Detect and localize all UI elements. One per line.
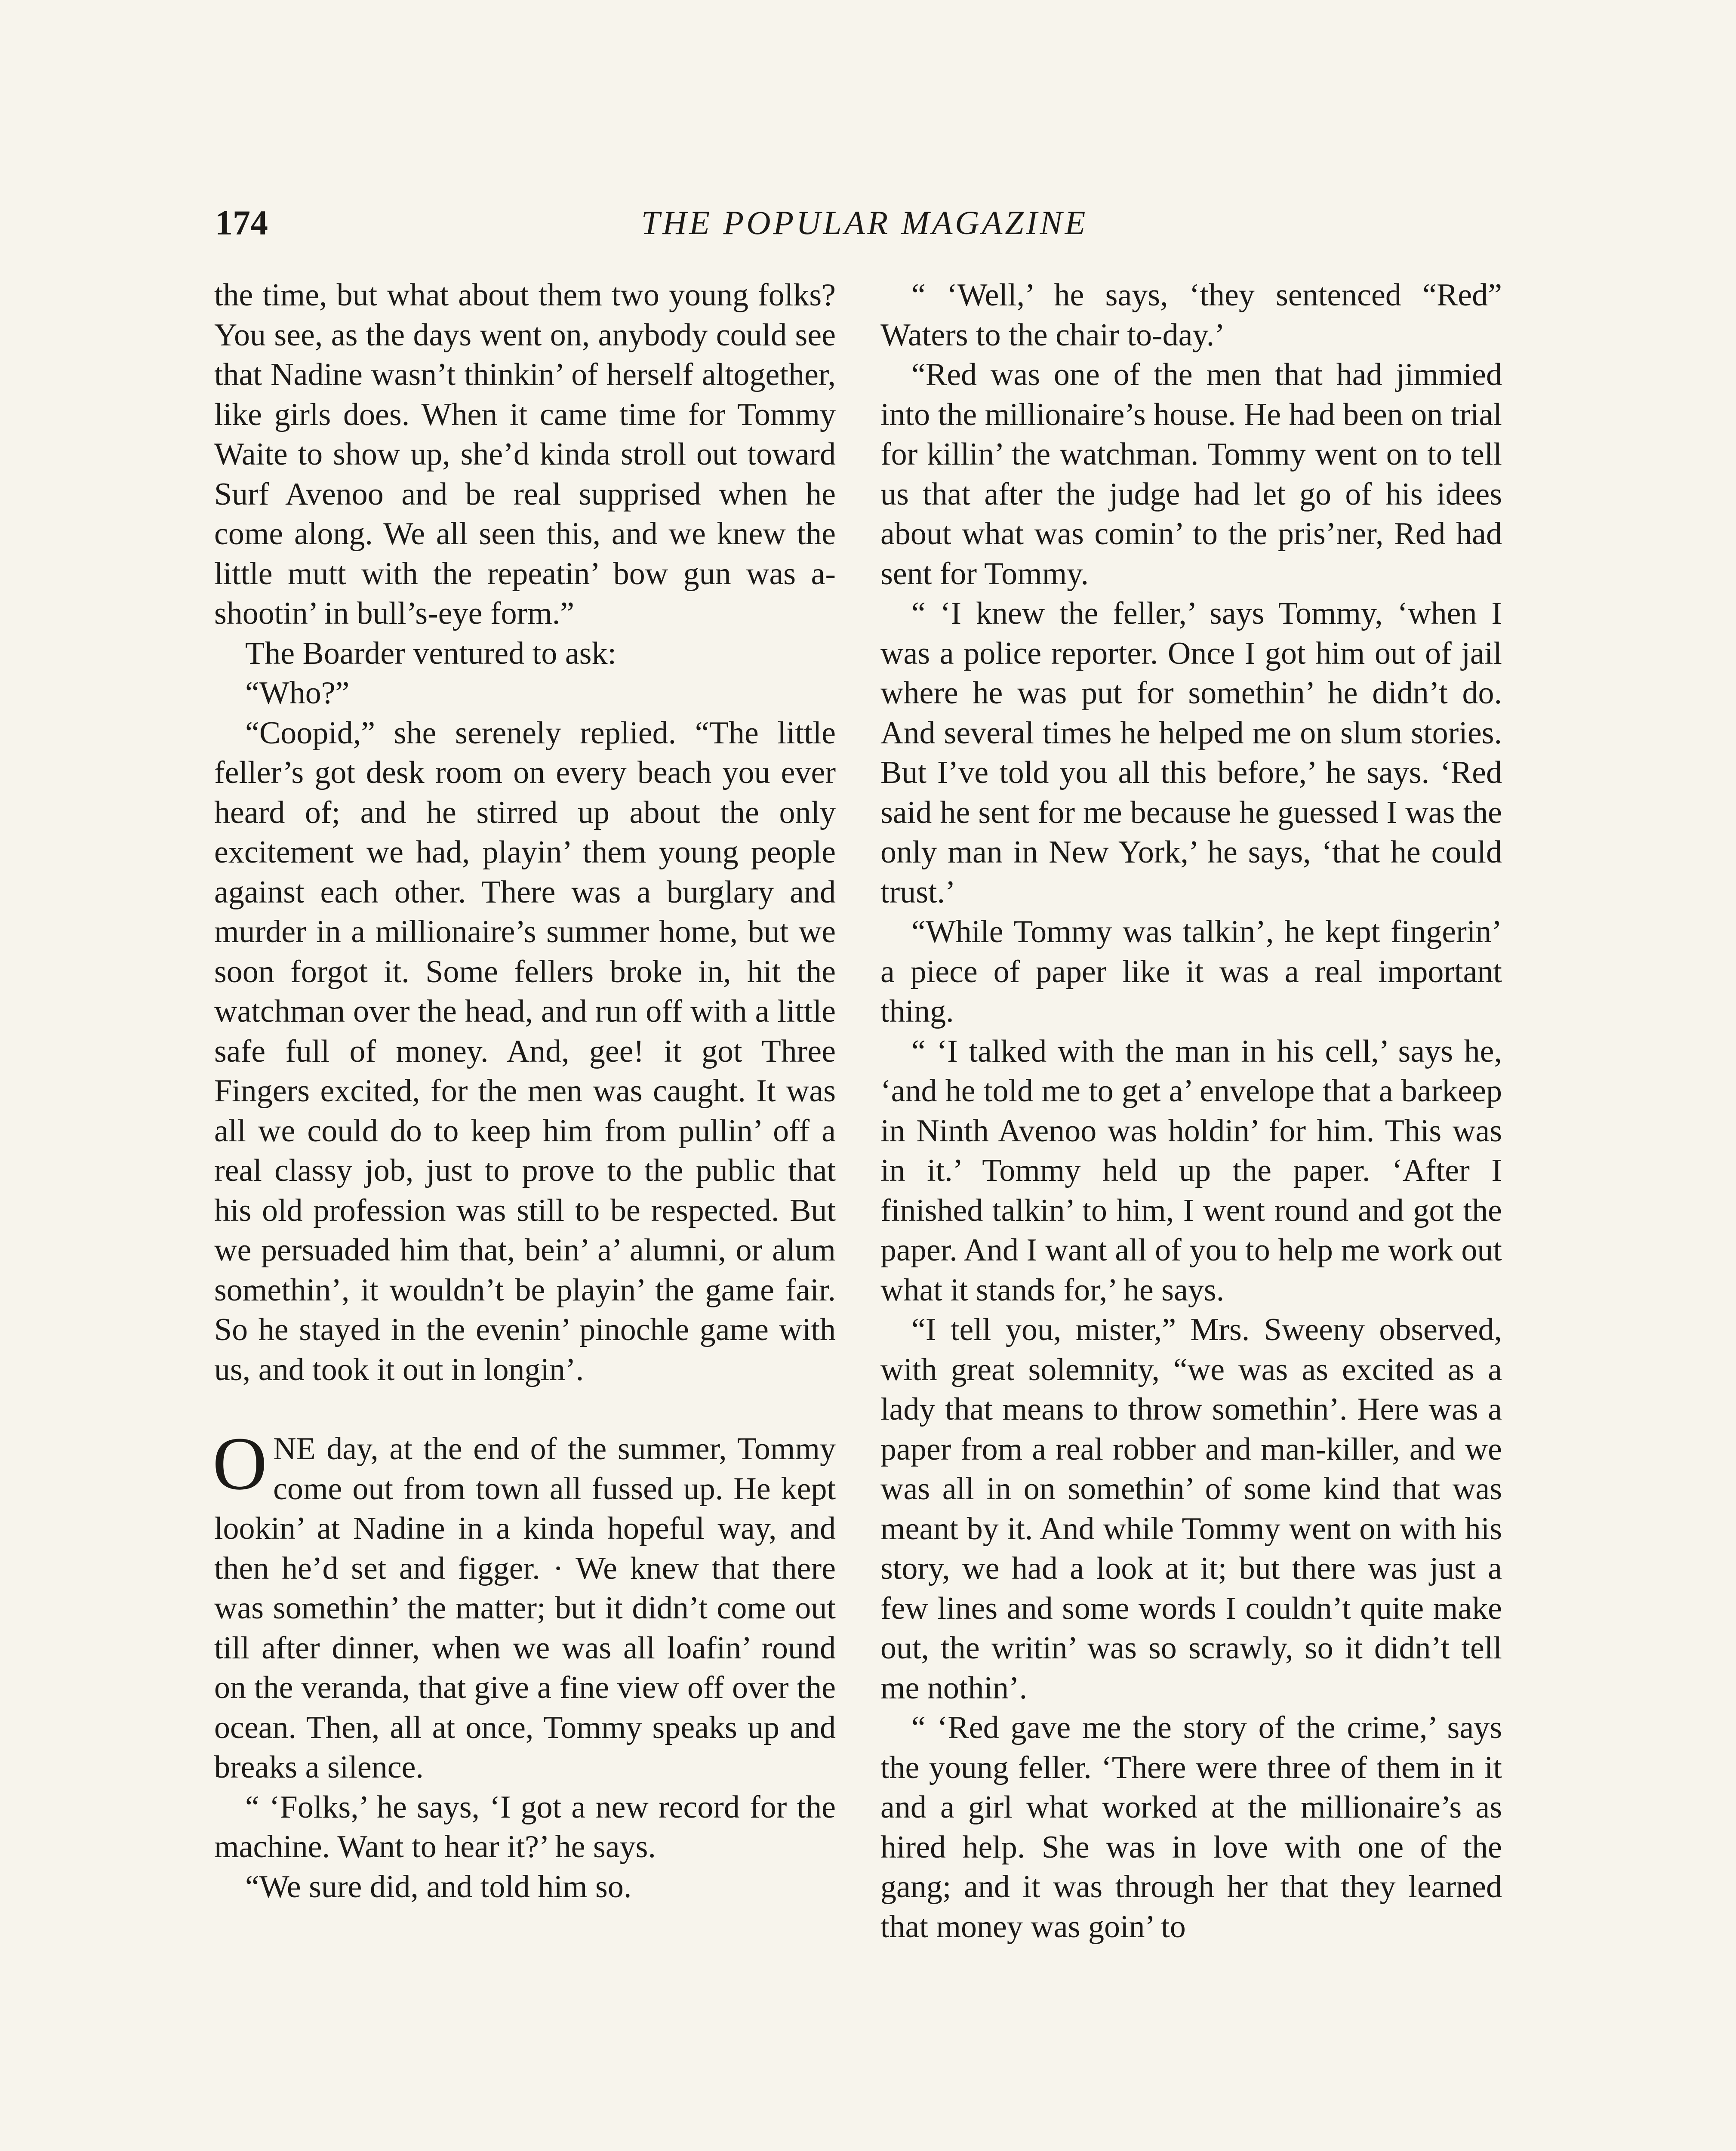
left-column <box>214 275 836 1907</box>
paragraph: “ ‘Folks,’ he says, ‘I got a new record for the machine. Want to hear it?’ he says. <box>214 1789 836 1864</box>
section-opening-text: NE day, at the end of the summer, Tommy come out from town all fussed up. He kept lookin’ at Nadine in a kinda hopeful way, and then he’d set and figger. · We knew that there was somethin’ the matter; but it didn’t come out till after dinner, when we was all loafin’ round on the veranda, that give a fine view off over the ocean. Then, all at once, Tommy speaks up and breaks a silence. <box>214 1431 836 1785</box>
running-title: THE POPULAR MAGAZINE <box>641 204 1088 241</box>
paragraph: “ ‘Well,’ he says, ‘they sentenced “Red” Waters to the chair to-day.’ <box>880 277 1502 353</box>
paragraph: “ ‘I knew the feller,’ says Tommy, ‘when I was a police reporter. Once I got him out of jail where he was put for somethin’ he didn’t do. And several times he helped me on slum stories. But I’ve told you all this before,’ he says. ‘Red said he sent for me because he guessed I was the only man in New York,’ he says, ‘that he could trust.’ <box>880 596 1502 910</box>
paragraph: “I tell you, mister,” Mrs. Sweeny observed, with great solemnity, “we was as excited as a lady that means to throw somethin’. Here was a paper from a real robber and man-killer, and we was all in on somethin’ of some kind that was meant by it. And while Tommy went on with his story, we had a look at it; but there was just a few lines and some words I couldn’t quite make out, the writin’ was so scrawly, so it didn’t tell me nothin’. <box>880 1312 1502 1706</box>
paragraph: the time, but what about them two young folks? You see, as the days went on, anybody could see that Nadine wasn’t thinkin’ of herself altogether, like girls does. When it came time for Tommy Waite to show up, she’d kinda stroll out toward Surf Avenoo and be real supprised when he come along. We all seen this, and we knew the little mutt with the repeatin’ bow gun was a-shootin’ in bull’s-eye form.” <box>214 277 836 631</box>
paragraph: The Boarder ventured to ask: <box>245 635 617 671</box>
paragraph: “ ‘I talked with the man in his cell,’ says he, ‘and he told me to get a’ envelope that a barkeep in Ninth Avenoo was holdin’ for him. This was in it.’ Tommy held up the paper. ‘After I finished talkin’ to him, I went round and got the paper. And I want all of you to help me work out what it stands for,’ he says. <box>880 1033 1502 1308</box>
drop-cap: O <box>212 1422 268 1506</box>
paragraph: “ ‘Red gave me the story of the crime,’ says the young feller. ‘There were three of them in it and a girl what worked at the millionaire’s as hired help. She was in love with one of the gang; and it was through her that they learned that money was goin’ to <box>880 1710 1502 1945</box>
paragraph: “We sure did, and told him so. <box>245 1869 632 1904</box>
paragraph: “Red was one of the men that had jimmied into the millionaire’s house. He had been on trial for killin’ the watchman. Tommy went on to tell us that after the judge had let go of his idees about what was comin’ to the pris’ner, Red had sent for Tommy. <box>880 357 1502 592</box>
paragraph: “Who?” <box>245 675 350 711</box>
section-opening-paragraph <box>212 1422 836 1787</box>
page-header <box>215 197 1514 249</box>
paragraph: “While Tommy was talkin’, he kept fingerin’ a piece of paper like it was a real important thing. <box>880 914 1502 1029</box>
right-column <box>880 275 1502 1947</box>
paragraph: “Coopid,” she serenely replied. “The little feller’s got desk room on every beach you ever heard of; and he stirred up about the only excitement we had, playin’ them young people against each other. There was a burglary and murder in a millionaire’s summer home, but we soon forgot it. Some fellers broke in, hit the watchman over the head, and run off with a little safe full of money. And, gee! it got Three Fingers excited, for the men was caught. It was all we could do to keep him from pullin’ off a real classy job, just to prove to the public that his old profession was still to be respected. But we persuaded him that, bein’ a’ alumni, or alum somethin’, it wouldn’t be playin’ the game fair. So he stayed in the evenin’ pinochle game with us, and took it out in longin’. <box>214 715 836 1387</box>
page-number: 174 <box>215 203 268 242</box>
